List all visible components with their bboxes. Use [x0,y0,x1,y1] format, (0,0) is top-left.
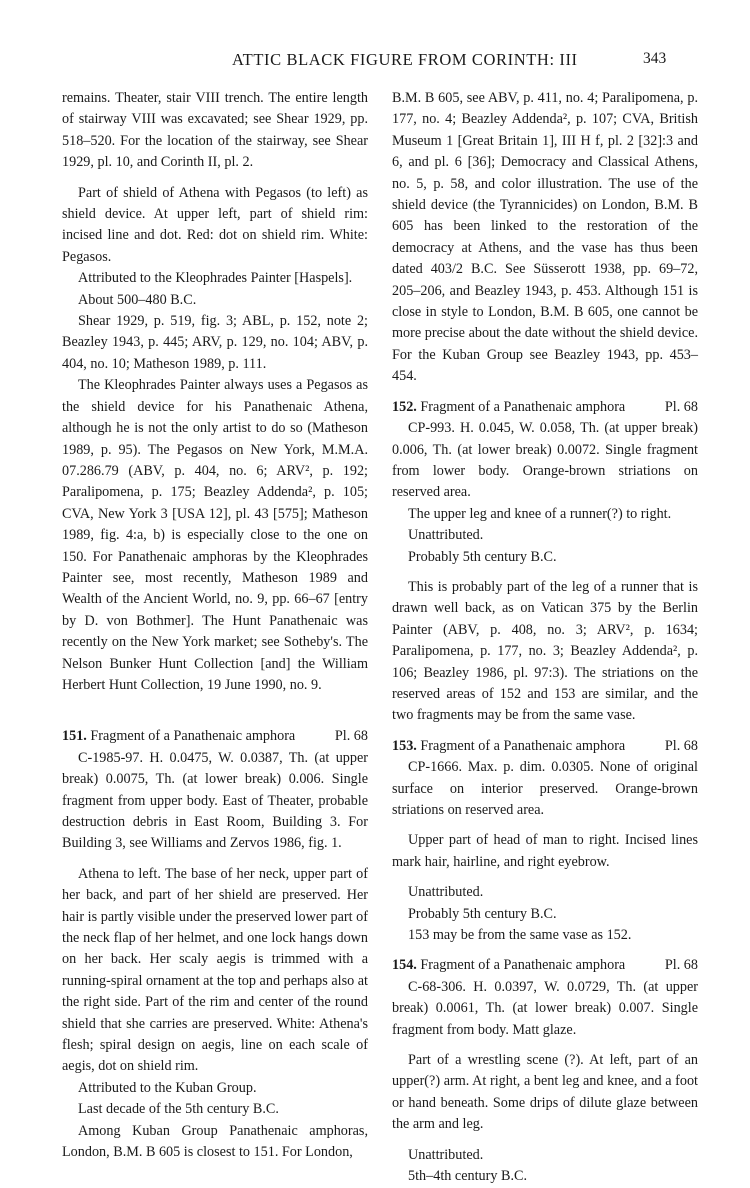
entry-description: CP-993. H. 0.045, W. 0.058, Th. (at upper break) 0.006, Th. (at lower break) 0.0072. Single fragment from lower body. Orange-brown striations on reserved area. [392,420,698,501]
paragraph: Part of shield of Athena with Pegasos (to left) as shield device. At upper left, part of shield rim: incised line and dot. Red: dot on shield rim. White: Pegasos. [62,184,368,265]
attribution: Attributed to the Kuban Group. [78,1079,257,1096]
entry-title: Fragment of a Panathenaic amphora [420,957,626,974]
attribution: Attributed to the Kleophrades Painter [Haspels]. [78,270,353,287]
entry-description: C-1985-97. H. 0.0475, W. 0.0387, Th. (at upper break) 0.0075, Th. (at lower break) 0.006. Single fragment from upper body. East of Theater, probable destruction debris in East Room, Building 3. For Building 3, see Williams and Zervos 1986, fig. 1. [62,749,368,852]
entry-number: 154. [392,957,417,974]
catalogue-entry-heading [62,726,368,747]
date-line: Probably 5th century B.C. [408,905,557,922]
entry-description: C-68-306. H. 0.0397, W. 0.0729, Th. (at upper break) 0.0061, Th. (at lower break) 0.007. Single fragment from body. Matt glaze. [392,978,698,1038]
entry-description: CP-1666. Max. p. dim. 0.0305. None of original surface on interior preserved. Orange-brown striations on reserved area. [392,759,698,818]
entry-title: Fragment of a Panathenaic amphora [420,737,626,754]
attribution: Unattributed. [408,884,484,901]
paragraph: 153 may be from the same vase as 152. [408,927,632,944]
page-number: 343 [643,50,667,67]
date-line: Last decade of the 5th century B.C. [78,1101,279,1118]
catalogue-entry-heading [392,955,698,976]
entry-title: Fragment of a Panathenaic amphora [90,728,296,745]
plate-reference: Pl. 68 [664,398,698,415]
right-column [392,88,698,1188]
paragraph: The Kleophrades Painter always uses a Pegasos as the shield device for his Panathenaic Athena, although he is not the only artist to do so (Matheson 1989, p. 95). The Pegasos on New York, M.M.A. 07.286.79 (ABV, p. 404, no. 6; ARV², p. 192; Paralipomena, p. 175; Beazley Addenda², p. 105; CVA, New York 3 [USA 12], pl. 43 [575]; Matheson 1989, fig. 4:a, b) is especially close to the one on 150. For Panathenaic amphoras by the Kleophrades Painter see, most recently, Matheson 1989 and Wealth of the Ancient World, no. 9, pp. 66–67 [entry by D. von Bothmer]. The Hunt Panathenaic was recently on the New York market; see Sotheby's. The Nelson Bunker Hunt Collection [and] the William Herbert Hunt Collection, 19 June 1990, no. 9. [62,377,368,693]
catalogue-entry-heading [392,397,698,418]
paragraph: This is probably part of the leg of a runner that is drawn well back, as on Vatican 375 by the Berlin Painter (ABV, p. 408, no. 3; ARV², p. 1634; Paralipomena, p. 177, no. 3; Beazley Addenda², p. 106; Beazley 1986, pl. 97:3). The striations on the reserved areas of 152 and 153 are similar, and the two fragments may be from the same vase. [392,578,698,724]
date-line: Probably 5th century B.C. [408,548,557,565]
entry-number: 153. [392,737,417,754]
attribution: Unattributed. [408,527,484,544]
attribution: Unattributed. [408,1146,484,1163]
paragraph: The upper leg and knee of a runner(?) to right. [408,505,672,522]
plate-reference: Pl. 68 [664,957,698,974]
paragraph: Athena to left. The base of her neck, upper part of her back, and part of her shield are preserved. Her hair is partly visible under the preserved lower part of the neck flap of her helmet, and one lock hangs down on her back. Her scaly aegis is trimmed with a running-spiral ornament at the top and perhaps also at the right side. Part of the rim and center of the round shield that she carries are preserved. White: Athena's flesh; spiral design on aegis, line on each scale of aegis, dot on shield rim. [62,865,368,1075]
left-column [62,88,368,1164]
date-line: About 500–480 B.C. [78,291,197,308]
page-header [0,50,750,74]
bibliography: Shear 1929, p. 519, fig. 3; ABL, p. 152, note 2; Beazley 1943, p. 445; ARV, p. 129, no. 104; ABV, p. 404, no. 10; Matheson 1989, p. 111. [62,313,368,372]
paragraph: Part of a wrestling scene (?). At left, part of an upper(?) arm. At right, a bent leg and knee, and a foot or hand beneath. Some drips of dilute glaze between the arm and leg. [392,1052,698,1133]
entry-number: 151. [62,728,87,745]
paragraph: Among Kuban Group Panathenaic amphoras, London, B.M. B 605 is closest to 151. For London, [62,1122,368,1161]
catalogue-entry-heading [392,736,698,757]
paragraph: B.M. B 605, see ABV, p. 411, no. 4; Paralipomena, p. 177, no. 4; Beazley Addenda², p. 107; CVA, British Museum 1 [Great Britain 1], III H f, pl. 2 [32]:3 and 6, and pl. 6 [36]; Democracy and Classical Athens, no. 5, p. 58, and color illustration. The use of the shield device (the Tyrannicides) on London, B.M. B 605 has been linked to the restoration of the democracy at Athens, and the vase has thus been dated 403/2 B.C. See Süsserott 1938, pp. 69–72, 205–206, and Beazley 1943, p. 453. Although 151 is close in style to London, B.M. B 605, one cannot be more precise about the date without the shield device. For the Kuban Group see Beazley 1943, pp. 453–454. [392,90,698,385]
plate-reference: Pl. 68 [664,737,698,754]
plate-reference: Pl. 68 [334,728,368,745]
running-head: ATTIC BLACK FIGURE FROM CORINTH: III [232,50,578,69]
entry-number: 152. [392,398,417,415]
paragraph: remains. Theater, stair VIII trench. The entire length of stairway VIII was excavated; see Shear 1929, pp. 518–520. For the location of the stairway, see Shear 1929, pl. 10, and Corinth II, pl. 2. [62,90,368,171]
paragraph: Upper part of head of man to right. Incised lines mark hair, hairline, and right eyebrow. [392,832,698,870]
entry-title: Fragment of a Panathenaic amphora [420,398,626,415]
date-line: 5th–4th century B.C. [408,1168,528,1185]
